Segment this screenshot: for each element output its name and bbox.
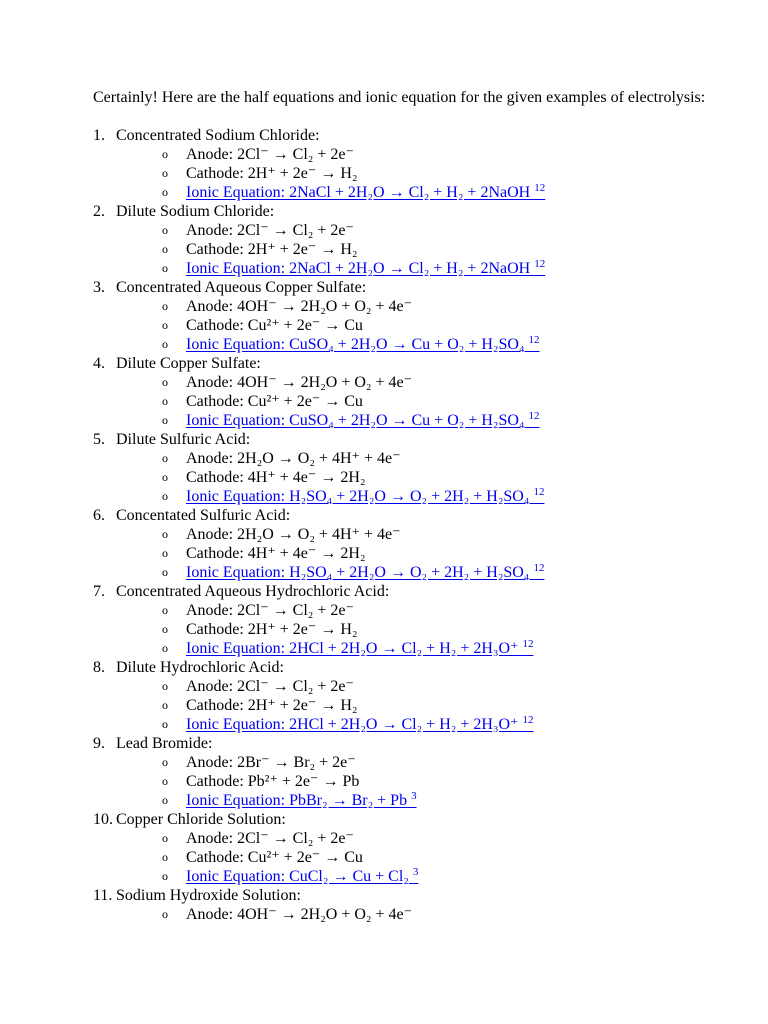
item-number: 8. [93, 659, 105, 676]
bullet-icon: o [162, 375, 168, 389]
cathode-line: o Cathode: Cu²⁺ + 2e⁻ → Cu [162, 849, 363, 866]
item-number: 10. [93, 811, 113, 828]
anode-line: o Anode: 2H₂O → O₂ + 4H⁺ + 4e⁻ [162, 526, 401, 543]
bullet-icon: o [162, 793, 168, 807]
bullet-icon: o [162, 242, 168, 256]
bullet-icon: o [162, 546, 168, 560]
item-heading [93, 582, 733, 601]
citation-number: 12 [534, 258, 546, 270]
cathode-line: o Cathode: Cu²⁺ + 2e⁻ → Cu [162, 317, 363, 334]
item-number: 2. [93, 203, 105, 220]
bullet-icon: o [162, 318, 168, 332]
anode-line: o Anode: 2Cl⁻ → Cl₂ + 2e⁻ [162, 602, 354, 619]
bullet-icon: o [162, 603, 168, 617]
list-item [93, 278, 733, 354]
ionic-equation-line [93, 487, 733, 506]
ionic-equation-line [93, 259, 733, 278]
list-item [93, 886, 733, 924]
list-item [93, 734, 733, 810]
bullet-icon: o [162, 147, 168, 161]
cathode-line: o Cathode: 2H⁺ + 2e⁻ → H₂ [162, 241, 358, 258]
ionic-equation-link[interactable]: Ionic Equation: CuSO₄ + 2H₂O → Cu + O₂ + H₂SO₄ $^{12}$ [186, 334, 540, 353]
bullet-icon: o [162, 489, 168, 503]
citation-number: 12 [522, 714, 534, 726]
ionic-equation-line [93, 715, 733, 734]
anode-line: o Anode: 2Cl⁻ → Cl₂ + 2e⁻ [162, 222, 354, 239]
electrolysis-list [93, 126, 733, 924]
citation-number: 12 [533, 562, 545, 574]
citation-number: 12 [522, 638, 534, 650]
item-number: 4. [93, 355, 105, 372]
ionic-equation-link[interactable]: Ionic Equation: 2NaCl + 2H₂O → Cl₂ + H₂ + 2NaOH $^{12}$ [186, 182, 546, 201]
bullet-icon: o [162, 470, 168, 484]
bullet-icon: o [162, 413, 168, 427]
cathode-line: o Cathode: Pb²⁺ + 2e⁻ → Pb [162, 773, 360, 790]
ionic-equation-link[interactable]: Ionic Equation: CuCl₂ → Cu + Cl₂ $^3$ [186, 866, 419, 885]
ionic-equation-link[interactable]: Ionic Equation: 2NaCl + 2H₂O → Cl₂ + H₂ + 2NaOH $^{12}$ [186, 258, 546, 277]
item-heading [93, 354, 733, 373]
list-item [93, 126, 733, 202]
item-title: Concentrated Aqueous Copper Sulfate: [116, 279, 367, 296]
cathode-line: o Cathode: 4H⁺ + 4e⁻ → 2H₂ [162, 545, 366, 562]
item-title: Dilute Sodium Chloride: [116, 203, 275, 220]
item-title: Sodium Hydroxide Solution: [116, 887, 301, 904]
ionic-equation-link[interactable]: Ionic Equation: 2HCl + 2H₂O → Cl₂ + H₂ + 2H₃O⁺ $^{12}$ [186, 638, 534, 657]
bullet-icon: o [162, 223, 168, 237]
anode-line: o Anode: 2Cl⁻ → Cl₂ + 2e⁻ [162, 678, 354, 695]
item-number: 3. [93, 279, 105, 296]
list-item [93, 202, 733, 278]
item-heading [93, 506, 733, 525]
list-item [93, 810, 733, 886]
cathode-line: o Cathode: 2H⁺ + 2e⁻ → H₂ [162, 697, 358, 714]
bullet-icon: o [162, 755, 168, 769]
item-heading [93, 734, 733, 753]
item-number: 11. [93, 887, 113, 904]
bullet-icon: o [162, 185, 168, 199]
list-item [93, 430, 733, 506]
anode-line: o Anode: 2Br⁻ → Br₂ + 2e⁻ [162, 754, 356, 771]
citation-number: 12 [528, 334, 540, 346]
intro-paragraph: Certainly! Here are the half equations and ionic equation for the given examples of electrolysis: [93, 89, 706, 106]
ionic-equation-link[interactable]: Ionic Equation: CuSO₄ + 2H₂O → Cu + O₂ + H₂SO₄ $^{12}$ [186, 410, 540, 429]
bullet-icon: o [162, 679, 168, 693]
anode-line: o Anode: 4OH⁻ → 2H₂O + O₂ + 4e⁻ [162, 906, 413, 923]
bullet-icon: o [162, 622, 168, 636]
item-heading [93, 886, 733, 905]
item-number: 9. [93, 735, 105, 752]
citation-number: 12 [528, 410, 540, 422]
bullet-icon: o [162, 717, 168, 731]
item-title: Dilute Hydrochloric Acid: [116, 659, 284, 676]
bullet-icon: o [162, 565, 168, 579]
cathode-line: o Cathode: Cu²⁺ + 2e⁻ → Cu [162, 393, 363, 410]
ionic-equation-line [93, 335, 733, 354]
cathode-line: o Cathode: 2H⁺ + 2e⁻ → H₂ [162, 621, 358, 638]
ionic-equation-line [93, 411, 733, 430]
item-title: Concentrated Sodium Chloride: [116, 127, 320, 144]
cathode-line: o Cathode: 4H⁺ + 4e⁻ → 2H₂ [162, 469, 366, 486]
item-title: Dilute Sulfuric Acid: [116, 431, 251, 448]
item-number: 6. [93, 507, 105, 524]
citation-number: 12 [534, 182, 546, 194]
bullet-icon: o [162, 299, 168, 313]
item-heading [93, 810, 733, 829]
ionic-equation-link[interactable]: Ionic Equation: H₂SO₄ + 2H₂O → O₂ + 2H₂ + H₂SO₄ $^{12}$ [186, 486, 545, 505]
bullet-icon: o [162, 527, 168, 541]
bullet-icon: o [162, 394, 168, 408]
anode-line: o Anode: 2Cl⁻ → Cl₂ + 2e⁻ [162, 830, 354, 847]
item-heading [93, 430, 733, 449]
ionic-equation-link[interactable]: Ionic Equation: PbBr₂ → Br₂ + Pb $^3$ [186, 790, 417, 809]
item-title: Concentrated Aqueous Hydrochloric Acid: [116, 583, 390, 600]
document-page [93, 88, 733, 924]
cathode-line: o Cathode: 2H⁺ + 2e⁻ → H₂ [162, 165, 358, 182]
bullet-icon: o [162, 907, 168, 921]
bullet-icon: o [162, 774, 168, 788]
ionic-equation-line [93, 867, 733, 886]
item-heading [93, 126, 733, 145]
ionic-equation-line [93, 563, 733, 582]
bullet-icon: o [162, 261, 168, 275]
item-number: 5. [93, 431, 105, 448]
anode-line: o Anode: 2Cl⁻ → Cl₂ + 2e⁻ [162, 146, 354, 163]
bullet-icon: o [162, 451, 168, 465]
bullet-icon: o [162, 337, 168, 351]
anode-line: o Anode: 2H₂O → O₂ + 4H⁺ + 4e⁻ [162, 450, 401, 467]
citation-number: 3 [411, 790, 417, 802]
item-heading [93, 278, 733, 297]
bullet-icon: o [162, 831, 168, 845]
item-heading [93, 202, 733, 221]
citation-number: 3 [412, 866, 419, 878]
item-title: Concentated Sulfuric Acid: [116, 507, 291, 524]
list-item [93, 582, 733, 658]
ionic-equation-line [93, 791, 733, 810]
bullet-icon: o [162, 166, 168, 180]
anode-line: o Anode: 4OH⁻ → 2H₂O + O₂ + 4e⁻ [162, 298, 413, 315]
list-item [93, 658, 733, 734]
anode-line: o Anode: 4OH⁻ → 2H₂O + O₂ + 4e⁻ [162, 374, 413, 391]
item-title: Dilute Copper Sulfate: [116, 355, 261, 372]
list-item [93, 354, 733, 430]
ionic-equation-line [93, 639, 733, 658]
item-number: 1. [93, 127, 105, 144]
ionic-equation-link[interactable]: Ionic Equation: 2HCl + 2H₂O → Cl₂ + H₂ + 2H₃O⁺ $^{12}$ [186, 714, 534, 733]
bullet-icon: o [162, 698, 168, 712]
ionic-equation-link[interactable]: Ionic Equation: H₂SO₄ + 2H₂O → O₂ + 2H₂ + H₂SO₄ $^{12}$ [186, 562, 545, 581]
item-title: Lead Bromide: [116, 735, 213, 752]
ionic-equation-line [93, 183, 733, 202]
bullet-icon: o [162, 850, 168, 864]
item-title: Copper Chloride Solution: [116, 811, 286, 828]
bullet-icon: o [162, 869, 168, 883]
item-heading [93, 658, 733, 677]
bullet-icon: o [162, 641, 168, 655]
list-item [93, 506, 733, 582]
item-number: 7. [93, 583, 105, 600]
citation-number: 12 [533, 486, 545, 498]
